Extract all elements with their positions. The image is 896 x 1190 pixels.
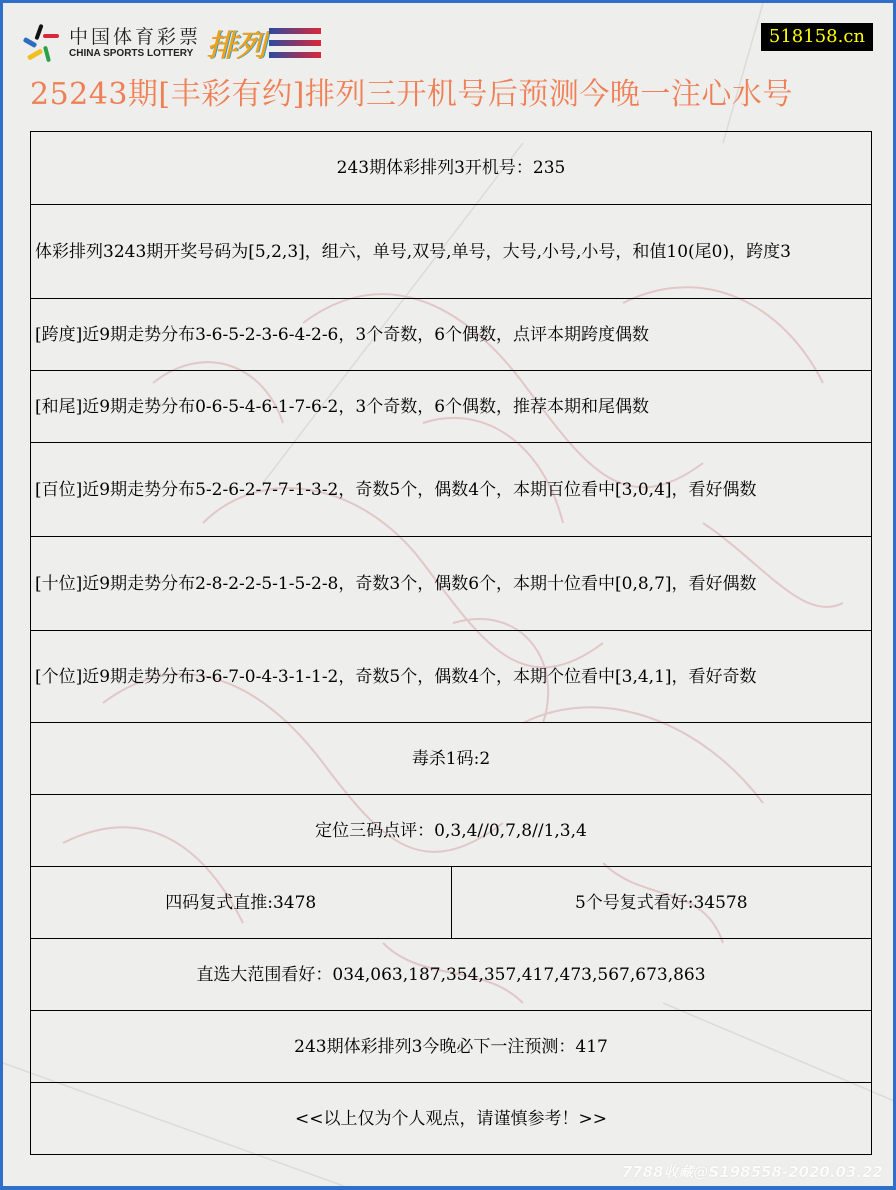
sum-tail-trend-cell: [和尾]近9期走势分布0-6-5-4-6-1-7-6-2，3个奇数，6个偶数，推荐本期和尾偶数 <box>31 371 872 443</box>
draw-detail-cell: 体彩排列3243期开奖号码为[5,2,3]，组六，单号,双号,单号，大号,小号,小号，和值10(尾0)，跨度3 <box>31 205 872 299</box>
single-prediction-cell: 243期体彩排列3今晚必下一注预测：417 <box>31 1011 872 1083</box>
position-three-codes-cell: 定位三码点评：0,3,4//0,7,8//1,3,4 <box>31 795 872 867</box>
page-title: 25243期[丰彩有约]排列三开机号后预测今晚一注心水号 <box>30 77 793 112</box>
four-code-cell: 四码复式直推:3478 <box>31 867 452 939</box>
table-row <box>31 1083 872 1155</box>
table-row <box>31 723 872 795</box>
draw-number-cell: 243期体彩排列3开机号：235 <box>31 132 872 205</box>
table-row <box>31 371 872 443</box>
table-row <box>31 132 872 205</box>
direct-range-cell: 直选大范围看好：034,063,187,354,357,417,473,567,673,863 <box>31 939 872 1011</box>
disclaimer-cell: <<以上仅为个人观点，请谨慎参考！>> <box>31 1083 872 1155</box>
span-trend-cell: [跨度]近9期走势分布3-6-5-2-3-6-4-2-6，3个奇数，6个偶数，点评本期跨度偶数 <box>31 299 872 371</box>
table-row <box>31 443 872 537</box>
pailie3-logo <box>207 21 321 65</box>
table-row <box>31 795 872 867</box>
five-code-cell: 5个号复式看好:34578 <box>451 867 872 939</box>
table-row <box>31 867 872 939</box>
logo-en-name: CHINA SPORTS LOTTERY <box>69 48 194 59</box>
table-row <box>31 537 872 631</box>
tens-trend-cell: [十位]近9期走势分布2-8-2-2-5-1-5-2-8，奇数3个，偶数6个，本期十位看中[0,8,7]，看好偶数 <box>31 537 872 631</box>
header <box>3 3 893 131</box>
three-bars-icon <box>269 28 321 58</box>
product-name: 排列 <box>207 29 266 64</box>
hundreds-trend-cell: [百位]近9期走势分布5-2-6-2-7-7-1-3-2，奇数5个，偶数4个，本期百位看中[3,0,4]，看好偶数 <box>31 443 872 537</box>
site-badge: 518158.cn <box>761 23 873 51</box>
china-sports-lottery-logo <box>21 21 321 65</box>
table-row <box>31 205 872 299</box>
lottery-star-icon <box>21 22 63 64</box>
table-row <box>31 1011 872 1083</box>
table-row <box>31 299 872 371</box>
logo-cn-name: 中国体育彩票 <box>69 26 202 48</box>
units-trend-cell: [个位]近9期走势分布3-6-7-0-4-3-1-1-2，奇数5个，偶数4个，本期个位看中[3,4,1]，看好奇数 <box>31 631 872 723</box>
watermark: 7788收藏@S198558-2020.03.22 <box>621 1163 883 1181</box>
table-row <box>31 631 872 723</box>
table-row <box>31 939 872 1011</box>
prediction-table <box>30 131 872 1155</box>
kill-number-cell: 毒杀1码:2 <box>31 723 872 795</box>
